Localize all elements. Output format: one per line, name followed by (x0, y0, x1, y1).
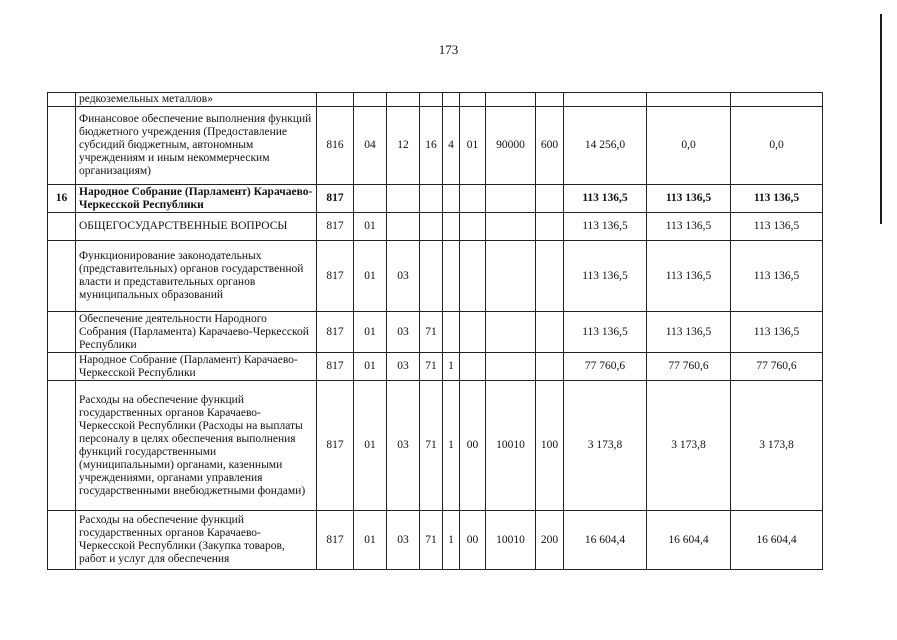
row-name-cell: Народное Собрание (Парламент) Карачаево-Черкесской Республики (76, 185, 317, 213)
ved-cell: 817 (317, 312, 354, 353)
subprogram-cell: 1 (443, 353, 460, 381)
direction-code-cell: 10010 (486, 381, 536, 511)
vr-cell (536, 241, 564, 312)
budget-table (47, 92, 823, 570)
ved-cell: 817 (317, 241, 354, 312)
vr-cell (536, 93, 564, 107)
sum-2-cell: 113 136,5 (647, 241, 731, 312)
row-name-cell: Расходы на обеспечение функций государственных органов Карачаево-Черкесской Республики (Закупка товаров, работ и услуг для обеспечения (76, 511, 317, 570)
sum-1-cell: 113 136,5 (564, 185, 647, 213)
program-cell: 16 (420, 107, 443, 185)
program-cell (420, 213, 443, 241)
subprogram-cell (443, 93, 460, 107)
pr-cell: 03 (387, 241, 420, 312)
program-cell: 71 (420, 381, 443, 511)
sum-3-cell: 113 136,5 (731, 312, 823, 353)
sum-3-cell: 113 136,5 (731, 241, 823, 312)
pr-cell: 03 (387, 353, 420, 381)
program-cell (420, 185, 443, 213)
subprogram-cell (443, 185, 460, 213)
sum-2-cell: 113 136,5 (647, 185, 731, 213)
row-index-cell (48, 93, 76, 107)
sum-3-cell: 3 173,8 (731, 381, 823, 511)
sum-2-cell: 16 604,4 (647, 511, 731, 570)
event-cell (460, 312, 486, 353)
pr-cell: 03 (387, 381, 420, 511)
ved-cell: 817 (317, 213, 354, 241)
event-cell (460, 353, 486, 381)
table-row (48, 213, 823, 241)
subprogram-cell (443, 241, 460, 312)
sum-2-cell: 113 136,5 (647, 312, 731, 353)
row-index-cell: 16 (48, 185, 76, 213)
event-cell (460, 241, 486, 312)
vr-cell (536, 353, 564, 381)
ved-cell (317, 93, 354, 107)
table-row (48, 93, 823, 107)
rz-cell (354, 93, 387, 107)
sum-1-cell: 113 136,5 (564, 241, 647, 312)
sum-1-cell: 14 256,0 (564, 107, 647, 185)
ved-cell: 816 (317, 107, 354, 185)
rz-cell: 01 (354, 381, 387, 511)
direction-code-cell (486, 312, 536, 353)
row-index-cell (48, 511, 76, 570)
direction-code-cell (486, 185, 536, 213)
row-name-cell: ОБЩЕГОСУДАРСТВЕННЫЕ ВОПРОСЫ (76, 213, 317, 241)
program-cell (420, 93, 443, 107)
row-name-cell: Расходы на обеспечение функций государственных органов Карачаево-Черкесской Республики (Расходы на выплаты персоналу в целях обеспечения выполнения функций государственными (муниципальными) органами, казенными учреждениями, органами управления государственными внебюджетными фондами) (76, 381, 317, 511)
vr-cell (536, 312, 564, 353)
rz-cell (354, 185, 387, 213)
pr-cell: 03 (387, 312, 420, 353)
rz-cell: 04 (354, 107, 387, 185)
sum-2-cell (647, 93, 731, 107)
vr-cell: 600 (536, 107, 564, 185)
row-name-cell: Функционирование законодательных (представительных) органов государственной власти и представительных органов муниципальных образований (76, 241, 317, 312)
direction-code-cell (486, 353, 536, 381)
table-row (48, 511, 823, 570)
event-cell: 00 (460, 511, 486, 570)
direction-code-cell (486, 213, 536, 241)
row-index-cell (48, 241, 76, 312)
vr-cell: 100 (536, 381, 564, 511)
row-index-cell (48, 107, 76, 185)
table-row (48, 185, 823, 213)
sum-1-cell: 77 760,6 (564, 353, 647, 381)
direction-code-cell: 90000 (486, 107, 536, 185)
event-cell (460, 213, 486, 241)
event-cell: 01 (460, 107, 486, 185)
rz-cell: 01 (354, 353, 387, 381)
sum-1-cell: 113 136,5 (564, 213, 647, 241)
page-edge-line (880, 14, 882, 224)
sum-3-cell (731, 93, 823, 107)
table-row (48, 241, 823, 312)
sum-3-cell: 0,0 (731, 107, 823, 185)
row-name-cell: Обеспечение деятельности Народного Собрания (Парламента) Карачаево-Черкесской Республики (76, 312, 317, 353)
pr-cell (387, 213, 420, 241)
sum-1-cell: 113 136,5 (564, 312, 647, 353)
row-index-cell (48, 213, 76, 241)
pr-cell (387, 93, 420, 107)
sum-1-cell: 3 173,8 (564, 381, 647, 511)
sum-3-cell: 113 136,5 (731, 213, 823, 241)
table-row (48, 107, 823, 185)
event-cell (460, 93, 486, 107)
sum-3-cell: 77 760,6 (731, 353, 823, 381)
pr-cell: 12 (387, 107, 420, 185)
program-cell: 71 (420, 353, 443, 381)
rz-cell: 01 (354, 213, 387, 241)
budget-table-body (48, 93, 823, 570)
rz-cell: 01 (354, 511, 387, 570)
sum-3-cell: 16 604,4 (731, 511, 823, 570)
direction-code-cell (486, 93, 536, 107)
direction-code-cell: 10010 (486, 511, 536, 570)
row-index-cell (48, 381, 76, 511)
row-name-cell: Финансовое обеспечение выполнения функций бюджетного учреждения (Предоставление субсидий бюджетным, автономным учреждениям и иным некоммерческим организациям) (76, 107, 317, 185)
program-cell (420, 241, 443, 312)
row-index-cell (48, 353, 76, 381)
pr-cell (387, 185, 420, 213)
ved-cell: 817 (317, 353, 354, 381)
direction-code-cell (486, 241, 536, 312)
sum-2-cell: 113 136,5 (647, 213, 731, 241)
subprogram-cell: 1 (443, 381, 460, 511)
subprogram-cell: 1 (443, 511, 460, 570)
row-name-cell: Народное Собрание (Парламент) Карачаево-Черкесской Республики (76, 353, 317, 381)
subprogram-cell (443, 312, 460, 353)
ved-cell: 817 (317, 381, 354, 511)
vr-cell (536, 185, 564, 213)
program-cell: 71 (420, 312, 443, 353)
sum-3-cell: 113 136,5 (731, 185, 823, 213)
program-cell: 71 (420, 511, 443, 570)
subprogram-cell (443, 213, 460, 241)
rz-cell: 01 (354, 312, 387, 353)
table-row (48, 312, 823, 353)
ved-cell: 817 (317, 511, 354, 570)
subprogram-cell: 4 (443, 107, 460, 185)
rz-cell: 01 (354, 241, 387, 312)
page-number: 173 (438, 42, 459, 57)
table-row (48, 381, 823, 511)
sum-1-cell: 16 604,4 (564, 511, 647, 570)
sum-1-cell (564, 93, 647, 107)
row-index-cell (48, 312, 76, 353)
sum-2-cell: 77 760,6 (647, 353, 731, 381)
table-row (48, 353, 823, 381)
row-name-cell: редкоземельных металлов» (76, 93, 317, 107)
vr-cell (536, 213, 564, 241)
pr-cell: 03 (387, 511, 420, 570)
event-cell: 00 (460, 381, 486, 511)
sum-2-cell: 0,0 (647, 107, 731, 185)
ved-cell: 817 (317, 185, 354, 213)
vr-cell: 200 (536, 511, 564, 570)
sum-2-cell: 3 173,8 (647, 381, 731, 511)
event-cell (460, 185, 486, 213)
